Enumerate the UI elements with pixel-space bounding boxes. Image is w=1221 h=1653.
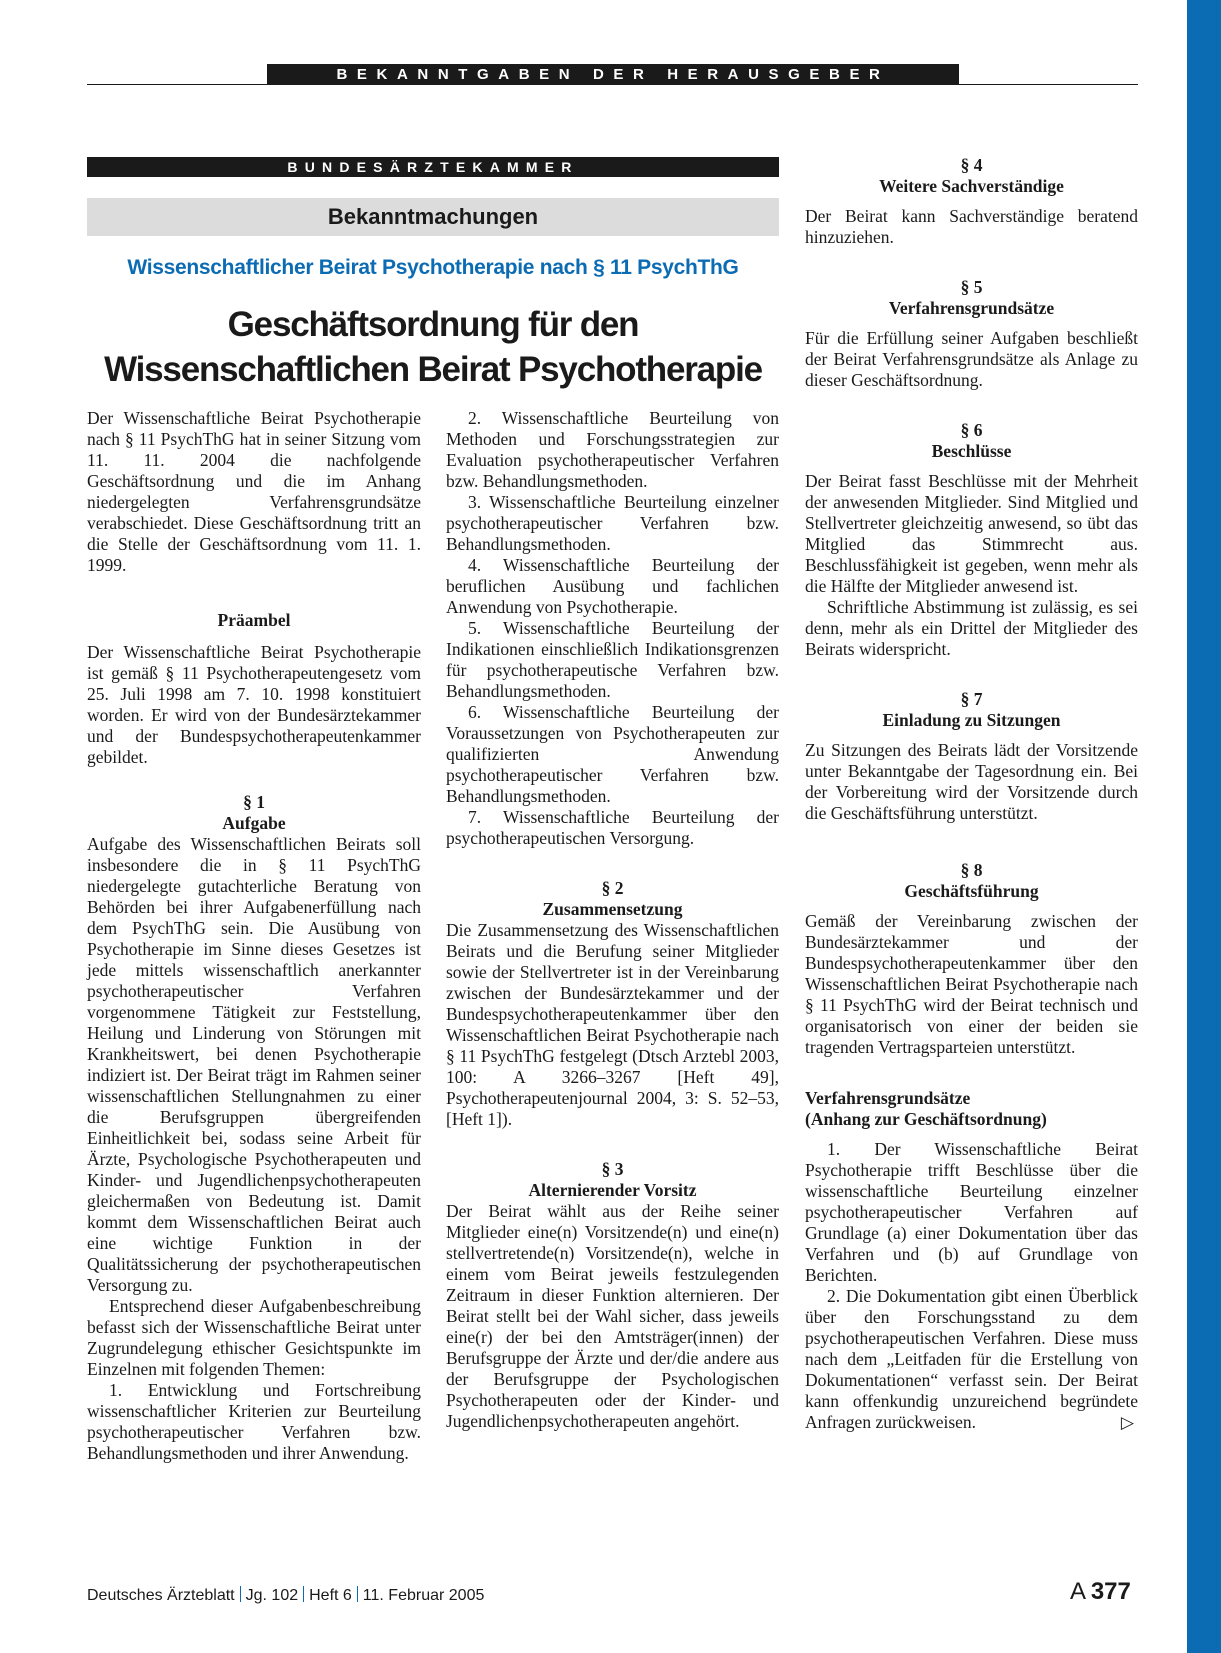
section-8-title: Geschäftsführung [904, 881, 1039, 901]
page-number [1070, 1578, 1131, 1606]
continue-arrow-icon: ▷ [1120, 1413, 1134, 1432]
section-8-text: Gemäß der Vereinbarung zwischen der Bundesärztekammer und der Bundespsychotherapeutenkammer über den Wissenschaftlichen Beirat Psychotherapie nach § 11 PsychThG wird der Beirat technisch und organisatorisch von einer der beiden sie tragenden Vertragsparteien unterstützt. [805, 911, 1138, 1057]
section-2-text: Die Zusammensetzung des Wissenschaftlichen Beirats und die Berufung seiner Mitglieder sowie der Stellvertreter ist in der Vereinbarung zwischen der Bundesärztekammer und der Bundespsychotherapeutenkammer über den Wissenschaftlichen Beirat Psychotherapie nach § 11 PsychThG festgelegt (Dtsch Arztebl 2003, 100: A 3266–3267 [Heft 49], Psychotherapeutenjournal 2004, 3: S. 52–53, [Heft 1]). [446, 920, 779, 1129]
section-1-paragraph-2: Entsprechend dieser Aufgabenbeschreibung befasst sich der Wissenschaftliche Beirat unter Zugrundelegung ethischer Gesichtspunkte im Einzelnen mit folgenden Themen: [87, 1296, 421, 1379]
page-prefix: A [1070, 1578, 1087, 1605]
section-7-title: Einladung zu Sitzungen [882, 710, 1061, 730]
text-column-1 [87, 408, 421, 1464]
section-1-item-1: 1. Entwicklung und Fortschreibung wissenschaftlicher Kriterien zur Beurteilung psychotherapeutischer Verfahren bzw. Behandlungsmethoden und ihrer Anwendung. [87, 1380, 421, 1463]
section-1-title: Aufgabe [222, 813, 286, 833]
section-6-title: Beschlüsse [931, 441, 1012, 461]
text-column-3 [805, 155, 1138, 1433]
article-title [87, 302, 779, 392]
section-1-item-6: 6. Wissenschaftliche Beurteilung der Voraussetzungen von Psychotherapeuten zur qualifizierten Anwendung psychotherapeutischer Verfahren bzw. Behandlungsmethoden. [446, 702, 779, 806]
section-8-number: § 8 [960, 860, 983, 880]
article-title-line-1: Geschäftsordnung für den [227, 305, 639, 344]
section-4-text: Der Beirat kann Sachverständige beratend hinzuziehen. [805, 206, 1138, 247]
kicker-banner: Bekanntmachungen [87, 198, 779, 236]
section-header-band: BEKANNTGABEN DER HERAUSGEBER [267, 64, 959, 85]
section-1-item-7: 7. Wissenschaftliche Beurteilung der psychotherapeutischen Versorgung. [446, 807, 779, 848]
section-1-item-4: 4. Wissenschaftliche Beurteilung der beruflichen Ausübung und fachlichen Anwendung von Psychotherapie. [446, 555, 779, 617]
edge-stripe [1187, 0, 1221, 1653]
footer-issue: Heft 6 [309, 1587, 352, 1604]
section-6-paragraph-1: Der Beirat fasst Beschlüsse mit der Mehrheit der anwesenden Mitglieder. Sind Mitglied und Stellvertreter gleichzeitig anwesend, so übt das Mitglied das Stimmrecht aus. Beschlussfähigkeit ist gegeben, wenn mehr als die Hälfte der Mitglieder anwesend ist. [805, 471, 1138, 596]
appendix-heading: Verfahrensgrundsätze [805, 1088, 971, 1108]
text-column-2 [446, 408, 779, 1432]
section-5-number: § 5 [960, 277, 983, 297]
section-4-title: Weitere Sachverständige [879, 176, 1064, 196]
footer-citation [87, 1586, 484, 1605]
organization-band: BUNDESÄRZTEKAMMER [87, 157, 779, 177]
header-rule [87, 84, 1138, 85]
section-6-paragraph-2: Schriftliche Abstimmung ist zulässig, es sei denn, mehr als ein Drittel der Mitglieder des Beirats widerspricht. [805, 597, 1138, 659]
footer-volume: Jg. 102 [245, 1587, 299, 1604]
section-1-paragraph-1: Aufgabe des Wissenschaftlichen Beirats soll insbesondere die in § 11 PsychThG niedergelegte gutachterliche Beratung von Behörden bei ihrer Aufgabenerfüllung nach dem PsychThG sein. Die Ausübung von Psychotherapie im Sinne dieses Gesetzes ist jede mittels wissenschaftlich anerkannter psychotherapeutischer Verfahren vorgenommene Tätigkeit zur Feststellung, Heilung und Linderung von Störungen mit Krankheitswert, bei denen Psychotherapie indiziert ist. Der Beirat trägt im Rahmen seiner wissenschaftlichen Stellungnahmen zu einer die Berufsgruppen übergreifenden Einheitlichkeit bei, sodass seine Arbeit für Ärzte, Psychologische Psychotherapeuten und Kinder- und Jugendlichenpsychotherapeuten gleichermaßen von Bedeutung ist. Damit kommt dem Wissenschaftlichen Beirat auch eine wichtige Funktion in der Qualitätssicherung der psychotherapeutischen Versorgung zu. [87, 834, 421, 1295]
praeambel-text: Der Wissenschaftliche Beirat Psychotherapie ist gemäß § 11 Psychotherapeutengesetz vom 25. Juli 1998 am 7. 10. 1998 konstituiert worden. Er wird von der Bundesärztekammer und der Bundespsychotherapeutenkammer gebildet. [87, 642, 421, 767]
section-3-number: § 3 [601, 1159, 624, 1179]
section-7-number: § 7 [960, 689, 983, 709]
footer-separator [303, 1586, 304, 1602]
appendix-subheading: (Anhang zur Geschäftsordnung) [805, 1109, 1047, 1129]
footer-date: 11. Februar 2005 [362, 1587, 485, 1604]
appendix-paragraph-1: 1. Der Wissenschaftliche Beirat Psychotherapie trifft Beschlüsse über die wissenschaftliche Beurteilung einzelner psychotherapeutischer Verfahren auf Grundlage (a) einer Dokumentation über das Verfahren und (b) auf Grundlage von Berichten. [805, 1139, 1138, 1285]
section-1-item-2: 2. Wissenschaftliche Beurteilung von Methoden und Forschungsstrategien zur Evaluation psychotherapeutischer Verfahren bzw. Behandlungsmethoden. [446, 408, 779, 491]
section-5-text: Für die Erfüllung seiner Aufgaben beschließt der Beirat Verfahrensgrundsätze als Anlage zu dieser Geschäftsordnung. [805, 328, 1138, 390]
section-7-text: Zu Sitzungen des Beirats lädt der Vorsitzende unter Bekanntgabe der Tagesordnung ein. Bei der Vorbereitung wird der Vorsitzende durch die Geschäftsführung unterstützt. [805, 740, 1138, 823]
section-1-item-3: 3. Wissenschaftliche Beurteilung einzelner psychotherapeutischer Verfahren bzw. Behandlungsmethoden. [446, 492, 779, 554]
page-number-value: 377 [1090, 1578, 1131, 1605]
section-1-number: § 1 [243, 792, 265, 812]
section-2-title: Zusammensetzung [542, 899, 683, 919]
footer-separator [240, 1586, 241, 1602]
section-5-title: Verfahrensgrundsätze [888, 298, 1055, 318]
section-3-title: Alternierender Vorsitz [528, 1180, 697, 1200]
article-subtitle: Wissenschaftlicher Beirat Psychotherapie nach § 11 PsychThG [127, 256, 739, 279]
section-1-item-5: 5. Wissenschaftliche Beurteilung der Indikationen einschließlich Indikationsgrenzen für psychotherapeutische Verfahren bzw. Behandlungsmethoden. [446, 618, 779, 701]
praeambel-heading: Präambel [217, 610, 291, 630]
appendix-paragraph-2 [805, 1286, 1138, 1433]
section-2-number: § 2 [601, 878, 624, 898]
section-4-number: § 4 [960, 155, 983, 175]
intro-paragraph: Der Wissenschaftliche Beirat Psychotherapie nach § 11 PsychThG hat in seiner Sitzung vom 11. 11. 2004 die nachfolgende Geschäftsordnung und die im Anhang niedergelegten Verfahrensgrundsätze verabschiedet. Diese Geschäftsordnung tritt an die Stelle der Geschäftsordnung vom 11. 1. 1999. [87, 408, 421, 575]
appendix-paragraph-2-text: 2. Die Dokumentation gibt einen Überblick über den Forschungsstand zu dem psychotherapeutischen Verfahren. Diese muss nach dem „Leitfaden für die Erstellung von Dokumentationen“ verfasst sein. Der Beirat kann offenkundig unzureichend begründete Anfragen zurückweisen. [805, 1286, 1138, 1432]
article-title-line-2: Wissenschaftlichen Beirat Psychotherapie [104, 350, 762, 389]
footer-separator [357, 1586, 358, 1602]
section-6-number: § 6 [960, 420, 983, 440]
section-3-text: Der Beirat wählt aus der Reihe seiner Mitglieder eine(n) Vorsitzende(n) und eine(n) stellvertretende(n) Vorsitzende(n), welche in einem vom Beirat jeweils festzulegenden Zeitraum in dieser Funktion alternieren. Der Beirat stellt bei der Wahl sicher, dass jeweils eine(r) der bei den Amtsträger(innen) der Berufsgruppe der Ärzte und der/die andere aus der Berufsgruppe der Psychologischen Psychotherapeuten oder der Kinder- und Jugendlichenpsychotherapeuten angehört. [446, 1201, 779, 1431]
footer-journal: Deutsches Ärzteblatt [87, 1587, 235, 1604]
